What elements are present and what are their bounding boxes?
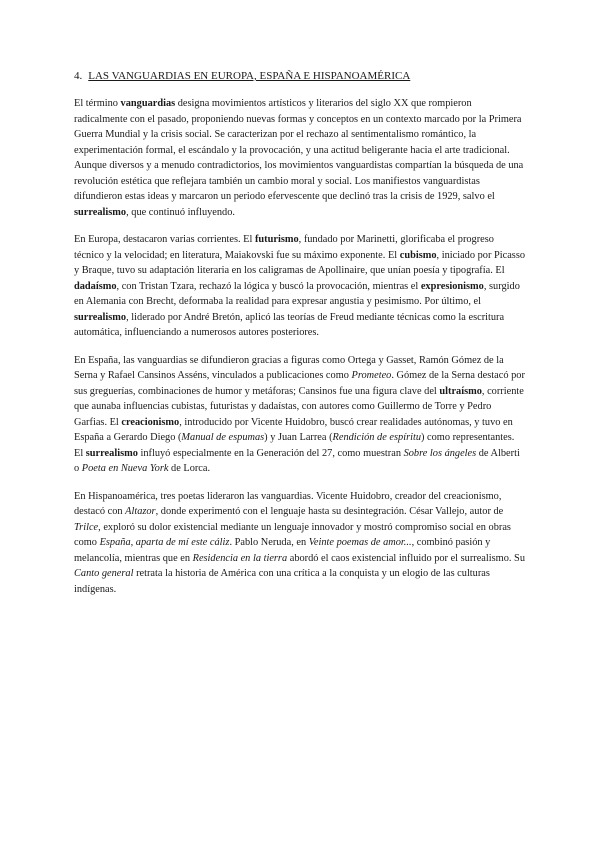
section-heading xyxy=(74,68,526,84)
italic-title: Canto general xyxy=(74,568,134,579)
text-run: designa movimientos artísticos y literarios del siglo XX que rompieron radicalmente con el pasado, proponiendo nuevas formas y conceptos en un contexto marcado por la Primera Guerra Mundial y la crisis social. Se caracterizan por el rechazo al sentimentalismo romántico, la experimentación formal, el escándalo y la provocación, y una actitud beligerante hacia el arte tradicional. Aunque diversos y a menudo contradictorios, los movimientos vanguardistas compartían la búsqueda de una revolución estética que reflejara también un cambio moral y social. Los manifiestos vanguardistas difundieron estas ideas y marcaron un periodo efervescente que declinó tras la crisis de 1929, salvo el xyxy=(74,98,524,202)
text-run: ) y Juan Larrea ( xyxy=(264,432,333,443)
paragraph-spain xyxy=(74,353,526,477)
bold-term: futurismo xyxy=(254,234,299,245)
text-run: , iniciado por Picasso y Braque, tuvo su adaptación literaria en los caligramas de Apollinaire, que unían poesía y tipografía. El xyxy=(74,249,526,276)
bold-term: expresionismo xyxy=(420,280,484,292)
italic-title: Prometeo xyxy=(351,370,392,381)
paragraph-europe xyxy=(74,232,526,341)
bold-term: surrealismo xyxy=(74,206,127,218)
italic-title: Residencia en la tierra xyxy=(192,552,288,564)
text-run: influyó especialmente en la Generación del 27, como muestran xyxy=(137,447,404,459)
text-run: abordó el caos existencial influido por el surrealismo. Su xyxy=(287,552,525,564)
italic-title: España, aparta de mí este cáliz xyxy=(99,537,230,548)
italic-title: Poeta en Nueva York xyxy=(81,463,169,474)
text-run: ) como representantes. El xyxy=(74,432,515,459)
text-run: , con Tristan Tzara, rechazó la lógica y buscó la provocación, mientras el xyxy=(116,280,421,292)
text-run: de Alberti o xyxy=(74,447,520,474)
italic-title: Trilce xyxy=(74,521,99,533)
text-run: , surgido en Alemania con Brecht, deformaba la realidad para expresar angustia y pesimismo. Por último, el xyxy=(74,280,520,307)
bold-term: surrealismo xyxy=(85,447,138,459)
text-run: El término xyxy=(74,98,121,109)
bold-term: ultraísmo xyxy=(439,385,482,397)
text-run: de Lorca. xyxy=(168,463,211,474)
italic-title: Rendición de espíritu xyxy=(332,432,422,443)
text-run: , introducido por Vicente Huidobro, buscó crear realidades autónomas, y tuvo en España a Gerardo Diego ( xyxy=(74,416,513,443)
text-run: retrata la historia de América con una crítica a la conquista y un elogio de las culturas indígenas. xyxy=(74,568,490,595)
text-run: , que continuó influyendo. xyxy=(126,206,235,218)
text-run: , exploró su dolor existencial mediante un lenguaje innovador y mostró compromiso social en obras como xyxy=(74,521,511,548)
paragraph-intro xyxy=(74,96,526,220)
paragraph-hispanoamerica xyxy=(74,489,526,598)
bold-term: cubismo xyxy=(399,249,437,261)
bold-term: surrealismo xyxy=(74,311,127,323)
italic-title: Sobre los ángeles xyxy=(403,447,477,459)
text-run: , corriente que aunaba influencias cubistas, futuristas y dadaístas, con autores como Guillermo de Torre y Pedro Garfias. El xyxy=(74,385,524,428)
text-run: , donde experimentó con el lenguaje hasta su desintegración. César Vallejo, autor de xyxy=(155,506,504,517)
text-run: En España, las vanguardias se difundieron gracias a figuras como Ortega y Gasset, Ramón Gómez de la Serna y Rafael Cansinos Asséns, vinculados a publicaciones como xyxy=(74,354,504,381)
bold-term: dadaísmo xyxy=(74,280,117,292)
section-number: 4. xyxy=(74,70,83,82)
text-run: , combinó pasión y melancolía, mientras que en xyxy=(74,537,491,564)
text-run: , liderado por André Bretón, aplicó las teorías de Freud mediante técnicas como la escritura automática, influenciando a numerosos autores posteriores. xyxy=(74,311,505,338)
text-run: , fundado por Marinetti, glorificaba el progreso técnico y la velocidad; en literatura, Maiakovski fue su máximo exponente. El xyxy=(74,234,494,261)
section-title: LAS VANGUARDIAS EN EUROPA, ESPAÑA E HISPANOAMÉRICA xyxy=(88,70,411,82)
bold-term: vanguardias xyxy=(120,98,176,109)
text-run: . Pablo Neruda, en xyxy=(229,537,309,548)
text-run: . Gómez de la Serna destacó por sus greguerías, combinaciones de humor y metáforas; Cansinos fue una figura clave del xyxy=(74,370,525,397)
italic-title: Manual de espumas xyxy=(181,432,265,443)
italic-title: Veinte poemas de amor... xyxy=(308,537,412,548)
text-run: En Europa, destacaron varias corrientes. El xyxy=(74,234,255,245)
text-run: En Hispanoamérica, tres poetas lideraron las vanguardias. Vicente Huidobro, creador del creacionismo, destacó con xyxy=(74,490,502,517)
italic-title: Altazor xyxy=(125,506,156,517)
bold-term: creacionismo xyxy=(121,416,180,428)
